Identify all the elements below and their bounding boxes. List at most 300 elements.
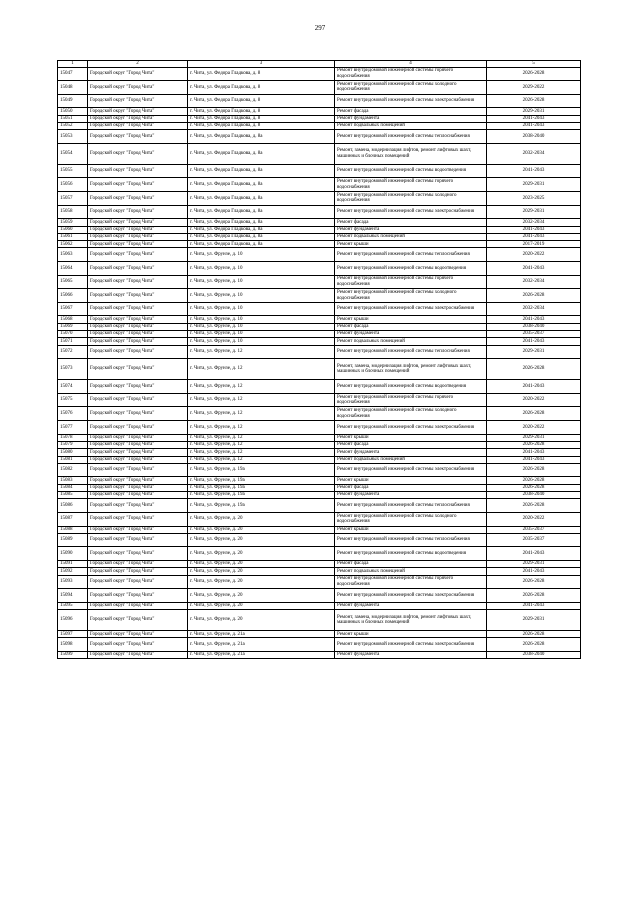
address-cell: г. Чита, ул. Федора Гладкова, д. 8а bbox=[188, 143, 335, 164]
period-cell: 2020-2022 bbox=[487, 248, 581, 262]
column-number: 2 bbox=[88, 61, 188, 68]
work-type-cell: Ремонт фундамента bbox=[335, 330, 487, 337]
address-cell: г. Чита, ул. Фрунзе, д. 10 bbox=[188, 338, 335, 345]
municipality-cell: Городской округ "Город Чита" bbox=[88, 631, 188, 638]
municipality-cell: Городской округ "Город Чита" bbox=[88, 233, 188, 240]
row-number-cell: 15088 bbox=[58, 526, 88, 533]
address-cell: г. Чита, ул. Фрунзе, д. 19а bbox=[188, 499, 335, 513]
period-cell: 2029-2031 bbox=[487, 205, 581, 219]
row-number-cell: 15066 bbox=[58, 289, 88, 303]
work-type-cell: Ремонт подвальных помещений bbox=[335, 338, 487, 345]
municipality-cell: Городской округ "Город Чита" bbox=[88, 241, 188, 248]
work-type-cell: Ремонт внутридомовой инженерной системы электроснабжения bbox=[335, 463, 487, 477]
period-cell: 2035-2037 bbox=[487, 330, 581, 337]
address-cell: г. Чита, ул. Фрунзе, д. 20 bbox=[188, 575, 335, 589]
municipality-cell: Городской округ "Город Чита" bbox=[88, 602, 188, 609]
period-cell: 2038-2040 bbox=[487, 652, 581, 659]
period-cell: 2041-2043 bbox=[487, 380, 581, 394]
table-row bbox=[58, 108, 581, 115]
table-row bbox=[58, 547, 581, 561]
period-cell: 2029-2031 bbox=[487, 560, 581, 567]
row-number-cell: 15067 bbox=[58, 302, 88, 316]
address-cell: г. Чита, ул. Фрунзе, д. 12 bbox=[188, 456, 335, 463]
work-type-cell: Ремонт внутридомовой инженерной системы теплоснабжения bbox=[335, 130, 487, 144]
municipality-cell: Городской округ "Город Чита" bbox=[88, 393, 188, 407]
row-number-cell: 15063 bbox=[58, 248, 88, 262]
address-cell: г. Чита, ул. Федора Гладкова, д. 8а bbox=[188, 192, 335, 206]
municipality-cell: Городской округ "Город Чита" bbox=[88, 143, 188, 164]
row-number-cell: 15057 bbox=[58, 192, 88, 206]
row-number-cell: 15097 bbox=[58, 631, 88, 638]
row-number-cell: 15048 bbox=[58, 81, 88, 95]
row-number-cell: 15047 bbox=[58, 67, 88, 81]
municipality-cell: Городской округ "Город Чита" bbox=[88, 248, 188, 262]
address-cell: г. Чита, ул. Фрунзе, д. 19а bbox=[188, 492, 335, 499]
page-number: 297 bbox=[314, 24, 326, 32]
table-row bbox=[58, 449, 581, 456]
address-cell: г. Чита, ул. Фрунзе, д. 12 bbox=[188, 407, 335, 421]
address-cell: г. Чита, ул. Федора Гладкова, д. 8а bbox=[188, 233, 335, 240]
address-cell: г. Чита, ул. Федора Гладкова, д. 8 bbox=[188, 94, 335, 108]
municipality-cell: Городской округ "Город Чита" bbox=[88, 164, 188, 178]
row-number-cell: 15092 bbox=[58, 568, 88, 575]
address-cell: г. Чита, ул. Фрунзе, д. 20 bbox=[188, 589, 335, 603]
column-number: 3 bbox=[188, 61, 335, 68]
table-row bbox=[58, 610, 581, 631]
municipality-cell: Городской округ "Город Чита" bbox=[88, 359, 188, 380]
work-type-cell: Ремонт фундамента bbox=[335, 492, 487, 499]
period-cell: 2026-2028 bbox=[487, 631, 581, 638]
table-row bbox=[58, 219, 581, 226]
table-row bbox=[58, 568, 581, 575]
table-row bbox=[58, 441, 581, 448]
period-cell: 2032-2034 bbox=[487, 275, 581, 289]
work-type-cell: Ремонт крыши bbox=[335, 241, 487, 248]
table-row bbox=[58, 241, 581, 248]
address-cell: г. Чита, ул. Фрунзе, д. 12 bbox=[188, 380, 335, 394]
period-cell: 2026-2028 bbox=[487, 638, 581, 652]
table-row bbox=[58, 275, 581, 289]
table-row bbox=[58, 330, 581, 337]
period-cell: 2020-2022 bbox=[487, 512, 581, 526]
municipality-cell: Городской округ "Город Чита" bbox=[88, 441, 188, 448]
municipality-cell: Городской округ "Город Чита" bbox=[88, 380, 188, 394]
address-cell: г. Чита, ул. Федора Гладкова, д. 8 bbox=[188, 115, 335, 122]
period-cell: 2041-2043 bbox=[487, 568, 581, 575]
table-row bbox=[58, 477, 581, 484]
period-cell: 2035-2037 bbox=[487, 526, 581, 533]
period-cell: 2041-2043 bbox=[487, 233, 581, 240]
address-cell: г. Чита, ул. Фрунзе, д. 10 bbox=[188, 316, 335, 323]
municipality-cell: Городской округ "Город Чита" bbox=[88, 568, 188, 575]
row-number-cell: 15081 bbox=[58, 456, 88, 463]
table-row bbox=[58, 463, 581, 477]
row-number-cell: 15071 bbox=[58, 338, 88, 345]
period-cell: 2041-2043 bbox=[487, 338, 581, 345]
address-cell: г. Чита, ул. Федора Гладкова, д. 8а bbox=[188, 178, 335, 192]
work-type-cell: Ремонт крыши bbox=[335, 316, 487, 323]
row-number-cell: 15091 bbox=[58, 560, 88, 567]
address-cell: г. Чита, ул. Фрунзе, д. 20 bbox=[188, 526, 335, 533]
municipality-cell: Городской округ "Город Чита" bbox=[88, 205, 188, 219]
row-number-cell: 15082 bbox=[58, 463, 88, 477]
row-number-cell: 15058 bbox=[58, 205, 88, 219]
municipality-cell: Городской округ "Город Чита" bbox=[88, 122, 188, 129]
period-cell: 2029-2031 bbox=[487, 434, 581, 441]
municipality-cell: Городской округ "Город Чита" bbox=[88, 560, 188, 567]
work-type-cell: Ремонт внутридомовой инженерной системы электроснабжения bbox=[335, 205, 487, 219]
municipality-cell: Городской округ "Город Чита" bbox=[88, 226, 188, 233]
address-cell: г. Чита, ул. Фрунзе, д. 12 bbox=[188, 345, 335, 359]
work-type-cell: Ремонт внутридомовой инженерной системы водоотведения bbox=[335, 380, 487, 394]
period-cell: 2029-2022 bbox=[487, 81, 581, 95]
work-type-cell: Ремонт фасада bbox=[335, 441, 487, 448]
municipality-cell: Городской округ "Город Чита" bbox=[88, 463, 188, 477]
period-cell: 2026-2028 bbox=[487, 575, 581, 589]
address-cell: г. Чита, ул. Фрунзе, д. 21а bbox=[188, 652, 335, 659]
table-row bbox=[58, 631, 581, 638]
row-number-cell: 15050 bbox=[58, 108, 88, 115]
address-cell: г. Чита, ул. Федора Гладкова, д. 8а bbox=[188, 130, 335, 144]
address-cell: г. Чита, ул. Федора Гладкова, д. 8 bbox=[188, 108, 335, 115]
table-row bbox=[58, 178, 581, 192]
work-type-cell: Ремонт внутридомовой инженерной системы горячего водоснабжения bbox=[335, 67, 487, 81]
address-cell: г. Чита, ул. Фрунзе, д. 12 bbox=[188, 441, 335, 448]
municipality-cell: Городской округ "Город Чита" bbox=[88, 178, 188, 192]
period-cell: 2041-2043 bbox=[487, 122, 581, 129]
work-type-cell: Ремонт внутридомовой инженерной системы теплоснабжения bbox=[335, 499, 487, 513]
address-cell: г. Чита, ул. Фрунзе, д. 20 bbox=[188, 568, 335, 575]
municipality-cell: Городской округ "Город Чита" bbox=[88, 638, 188, 652]
period-cell: 2026-2028 bbox=[487, 441, 581, 448]
period-cell: 2038-2040 bbox=[487, 323, 581, 330]
row-number-cell: 15060 bbox=[58, 226, 88, 233]
period-cell: 2029-2031 bbox=[487, 345, 581, 359]
table-row bbox=[58, 393, 581, 407]
row-number-cell: 15059 bbox=[58, 219, 88, 226]
address-cell: г. Чита, ул. Федора Гладкова, д. 8 bbox=[188, 67, 335, 81]
municipality-cell: Городской округ "Город Чита" bbox=[88, 219, 188, 226]
table-row bbox=[58, 205, 581, 219]
municipality-cell: Городской округ "Город Чита" bbox=[88, 338, 188, 345]
period-cell: 2026-2028 bbox=[487, 67, 581, 81]
municipality-cell: Городской округ "Город Чита" bbox=[88, 589, 188, 603]
work-type-cell: Ремонт внутридомовой инженерной системы электроснабжения bbox=[335, 589, 487, 603]
work-type-cell: Ремонт фасада bbox=[335, 323, 487, 330]
municipality-cell: Городской округ "Город Чита" bbox=[88, 456, 188, 463]
row-number-cell: 15090 bbox=[58, 547, 88, 561]
address-cell: г. Чита, ул. Федора Гладкова, д. 8а bbox=[188, 241, 335, 248]
period-cell: 2026-2028 bbox=[487, 499, 581, 513]
period-cell: 2026-2028 bbox=[487, 289, 581, 303]
period-cell: 2032-2034 bbox=[487, 302, 581, 316]
table-row bbox=[58, 115, 581, 122]
work-type-cell: Ремонт фундамента bbox=[335, 652, 487, 659]
address-cell: г. Чита, ул. Федора Гладкова, д. 8а bbox=[188, 226, 335, 233]
work-type-cell: Ремонт, замена, модернизация лифтов, ремонт лифтовых шахт, машинных и блочных помещений bbox=[335, 610, 487, 631]
address-cell: г. Чита, ул. Фрунзе, д. 21а bbox=[188, 638, 335, 652]
municipality-cell: Городской округ "Город Чита" bbox=[88, 115, 188, 122]
row-number-cell: 15073 bbox=[58, 359, 88, 380]
municipality-cell: Городской округ "Город Чита" bbox=[88, 275, 188, 289]
table-row bbox=[58, 81, 581, 95]
period-cell: 2041-2043 bbox=[487, 316, 581, 323]
municipality-cell: Городской округ "Город Чита" bbox=[88, 302, 188, 316]
work-type-cell: Ремонт внутридомовой инженерной системы горячего водоснабжения bbox=[335, 575, 487, 589]
work-type-cell: Ремонт внутридомовой инженерной системы электроснабжения bbox=[335, 421, 487, 435]
municipality-cell: Городской округ "Город Чита" bbox=[88, 421, 188, 435]
address-cell: г. Чита, ул. Фрунзе, д. 20 bbox=[188, 533, 335, 547]
work-type-cell: Ремонт фасада bbox=[335, 560, 487, 567]
row-number-cell: 15061 bbox=[58, 233, 88, 240]
work-type-cell: Ремонт внутридомовой инженерной системы водоотведения bbox=[335, 262, 487, 276]
row-number-cell: 15072 bbox=[58, 345, 88, 359]
repair-schedule-table bbox=[57, 60, 581, 659]
municipality-cell: Городской округ "Город Чита" bbox=[88, 192, 188, 206]
address-cell: г. Чита, ул. Фрунзе, д. 12 bbox=[188, 434, 335, 441]
period-cell: 2026-2028 bbox=[487, 484, 581, 491]
period-cell: 2032-2034 bbox=[487, 219, 581, 226]
table-row bbox=[58, 512, 581, 526]
work-type-cell: Ремонт внутридомовой инженерной системы горячего водоснабжения bbox=[335, 178, 487, 192]
table-row bbox=[58, 323, 581, 330]
municipality-cell: Городской округ "Город Чита" bbox=[88, 108, 188, 115]
work-type-cell: Ремонт внутридомовой инженерной системы холодного водоснабжения bbox=[335, 512, 487, 526]
work-type-cell: Ремонт фасада bbox=[335, 108, 487, 115]
work-type-cell: Ремонт внутридомовой инженерной системы теплоснабжения bbox=[335, 248, 487, 262]
work-type-cell: Ремонт внутридомовой инженерной системы холодного водоснабжения bbox=[335, 289, 487, 303]
row-number-cell: 15064 bbox=[58, 262, 88, 276]
table-row bbox=[58, 164, 581, 178]
work-type-cell: Ремонт крыши bbox=[335, 526, 487, 533]
address-cell: г. Чита, ул. Фрунзе, д. 10 bbox=[188, 302, 335, 316]
period-cell: 2023-2025 bbox=[487, 192, 581, 206]
municipality-cell: Городской округ "Город Чита" bbox=[88, 130, 188, 144]
row-number-cell: 15098 bbox=[58, 638, 88, 652]
row-number-cell: 15078 bbox=[58, 434, 88, 441]
table-row bbox=[58, 248, 581, 262]
table-row bbox=[58, 526, 581, 533]
period-cell: 2029-2031 bbox=[487, 108, 581, 115]
work-type-cell: Ремонт подвальных помещений bbox=[335, 233, 487, 240]
row-number-cell: 15074 bbox=[58, 380, 88, 394]
period-cell: 2026-2028 bbox=[487, 94, 581, 108]
period-cell: 2041-2043 bbox=[487, 456, 581, 463]
period-cell: 2041-2043 bbox=[487, 547, 581, 561]
period-cell: 2029-2031 bbox=[487, 610, 581, 631]
period-cell: 2026-2028 bbox=[487, 463, 581, 477]
address-cell: г. Чита, ул. Фрунзе, д. 20 bbox=[188, 602, 335, 609]
row-number-cell: 15096 bbox=[58, 610, 88, 631]
table-row bbox=[58, 192, 581, 206]
table-row bbox=[58, 589, 581, 603]
period-cell: 2017-2019 bbox=[487, 241, 581, 248]
municipality-cell: Городской округ "Город Чита" bbox=[88, 499, 188, 513]
municipality-cell: Городской округ "Город Чита" bbox=[88, 67, 188, 81]
work-type-cell: Ремонт, замена, модернизация лифтов, ремонт лифтовых шахт, машинных и блочных помещений bbox=[335, 359, 487, 380]
municipality-cell: Городской округ "Город Чита" bbox=[88, 94, 188, 108]
table-body bbox=[58, 61, 581, 659]
row-number-cell: 15055 bbox=[58, 164, 88, 178]
table-row bbox=[58, 338, 581, 345]
municipality-cell: Городской округ "Город Чита" bbox=[88, 407, 188, 421]
table-row bbox=[58, 316, 581, 323]
period-cell: 2035-2037 bbox=[487, 533, 581, 547]
table-row bbox=[58, 499, 581, 513]
work-type-cell: Ремонт фундамента bbox=[335, 602, 487, 609]
row-number-cell: 15084 bbox=[58, 484, 88, 491]
period-cell: 2032-2034 bbox=[487, 143, 581, 164]
period-cell: 2026-2028 bbox=[487, 589, 581, 603]
address-cell: г. Чита, ул. Фрунзе, д. 20 bbox=[188, 610, 335, 631]
row-number-cell: 15075 bbox=[58, 393, 88, 407]
work-type-cell: Ремонт внутридомовой инженерной системы холодного водоснабжения bbox=[335, 192, 487, 206]
row-number-cell: 15062 bbox=[58, 241, 88, 248]
municipality-cell: Городской округ "Город Чита" bbox=[88, 610, 188, 631]
period-cell: 2041-2043 bbox=[487, 262, 581, 276]
table-row bbox=[58, 226, 581, 233]
table-row bbox=[58, 407, 581, 421]
municipality-cell: Городской округ "Город Чита" bbox=[88, 316, 188, 323]
row-number-cell: 15076 bbox=[58, 407, 88, 421]
address-cell: г. Чита, ул. Фрунзе, д. 20 bbox=[188, 560, 335, 567]
table-row bbox=[58, 575, 581, 589]
address-cell: г. Чита, ул. Фрунзе, д. 20 bbox=[188, 547, 335, 561]
address-cell: г. Чита, ул. Фрунзе, д. 19а bbox=[188, 484, 335, 491]
table-row bbox=[58, 456, 581, 463]
work-type-cell: Ремонт крыши bbox=[335, 631, 487, 638]
column-number: 4 bbox=[335, 61, 487, 68]
row-number-cell: 15099 bbox=[58, 652, 88, 659]
row-number-cell: 15094 bbox=[58, 589, 88, 603]
row-number-cell: 15070 bbox=[58, 330, 88, 337]
row-number-cell: 15068 bbox=[58, 316, 88, 323]
period-cell: 2038-2040 bbox=[487, 492, 581, 499]
address-cell: г. Чита, ул. Фрунзе, д. 10 bbox=[188, 275, 335, 289]
row-number-cell: 15095 bbox=[58, 602, 88, 609]
period-cell: 2041-2043 bbox=[487, 164, 581, 178]
row-number-cell: 15069 bbox=[58, 323, 88, 330]
municipality-cell: Городской округ "Город Чита" bbox=[88, 434, 188, 441]
row-number-cell: 15054 bbox=[58, 143, 88, 164]
municipality-cell: Городской округ "Город Чита" bbox=[88, 330, 188, 337]
row-number-cell: 15065 bbox=[58, 275, 88, 289]
address-cell: г. Чита, ул. Фрунзе, д. 19а bbox=[188, 463, 335, 477]
address-cell: г. Чита, ул. Фрунзе, д. 21а bbox=[188, 631, 335, 638]
period-cell: 2041-2043 bbox=[487, 602, 581, 609]
work-type-cell: Ремонт, замена, модернизация лифтов, ремонт лифтовых шахт, машинных и блочных помещений bbox=[335, 143, 487, 164]
address-cell: г. Чита, ул. Фрунзе, д. 10 bbox=[188, 330, 335, 337]
municipality-cell: Городской округ "Город Чита" bbox=[88, 345, 188, 359]
row-number-cell: 15086 bbox=[58, 499, 88, 513]
municipality-cell: Городской округ "Город Чита" bbox=[88, 484, 188, 491]
period-cell: 2020-2022 bbox=[487, 421, 581, 435]
period-cell: 2038-2040 bbox=[487, 130, 581, 144]
table-row bbox=[58, 638, 581, 652]
address-cell: г. Чита, ул. Фрунзе, д. 19а bbox=[188, 477, 335, 484]
address-cell: г. Чита, ул. Фрунзе, д. 10 bbox=[188, 323, 335, 330]
work-type-cell: Ремонт подвальных помещений bbox=[335, 456, 487, 463]
table-row bbox=[58, 67, 581, 81]
municipality-cell: Городской округ "Город Чита" bbox=[88, 652, 188, 659]
municipality-cell: Городской округ "Город Чита" bbox=[88, 526, 188, 533]
municipality-cell: Городской округ "Город Чита" bbox=[88, 449, 188, 456]
work-type-cell: Ремонт фасада bbox=[335, 484, 487, 491]
row-number-cell: 15052 bbox=[58, 122, 88, 129]
table-row bbox=[58, 122, 581, 129]
work-type-cell: Ремонт внутридомовой инженерной системы горячего водоснабжения bbox=[335, 393, 487, 407]
period-cell: 2029-2031 bbox=[487, 178, 581, 192]
table-row bbox=[58, 302, 581, 316]
row-number-cell: 15053 bbox=[58, 130, 88, 144]
table-row bbox=[58, 345, 581, 359]
period-cell: 2026-2028 bbox=[487, 359, 581, 380]
municipality-cell: Городской округ "Город Чита" bbox=[88, 575, 188, 589]
municipality-cell: Городской округ "Город Чита" bbox=[88, 492, 188, 499]
municipality-cell: Городской округ "Город Чита" bbox=[88, 262, 188, 276]
address-cell: г. Чита, ул. Фрунзе, д. 10 bbox=[188, 248, 335, 262]
work-type-cell: Ремонт внутридомовой инженерной системы электроснабжения bbox=[335, 302, 487, 316]
address-cell: г. Чита, ул. Фрунзе, д. 12 bbox=[188, 359, 335, 380]
address-cell: г. Чита, ул. Федора Гладкова, д. 8а bbox=[188, 205, 335, 219]
table-row bbox=[58, 533, 581, 547]
municipality-cell: Городской округ "Город Чита" bbox=[88, 289, 188, 303]
municipality-cell: Городской округ "Город Чита" bbox=[88, 512, 188, 526]
table-row bbox=[58, 289, 581, 303]
address-cell: г. Чита, ул. Фрунзе, д. 12 bbox=[188, 449, 335, 456]
work-type-cell: Ремонт внутридомовой инженерной системы холодного водоснабжения bbox=[335, 407, 487, 421]
work-type-cell: Ремонт фундамента bbox=[335, 115, 487, 122]
period-cell: 2020-2022 bbox=[487, 393, 581, 407]
row-number-cell: 15079 bbox=[58, 441, 88, 448]
table-row bbox=[58, 233, 581, 240]
row-number-cell: 15089 bbox=[58, 533, 88, 547]
address-cell: г. Чита, ул. Федора Гладкова, д. 8 bbox=[188, 81, 335, 95]
work-type-cell: Ремонт внутридомовой инженерной системы водоотведения bbox=[335, 547, 487, 561]
address-cell: г. Чита, ул. Фрунзе, д. 12 bbox=[188, 393, 335, 407]
address-cell: г. Чита, ул. Федора Гладкова, д. 8а bbox=[188, 219, 335, 226]
work-type-cell: Ремонт внутридомовой инженерной системы водоотведения bbox=[335, 164, 487, 178]
row-number-cell: 15085 bbox=[58, 492, 88, 499]
period-cell: 2041-2043 bbox=[487, 226, 581, 233]
period-cell: 2026-2028 bbox=[487, 477, 581, 484]
work-type-cell: Ремонт внутридомовой инженерной системы холодного водоснабжения bbox=[335, 81, 487, 95]
work-type-cell: Ремонт фундамента bbox=[335, 226, 487, 233]
row-number-cell: 15051 bbox=[58, 115, 88, 122]
work-type-cell: Ремонт подвальных помещений bbox=[335, 568, 487, 575]
table-row bbox=[58, 434, 581, 441]
period-cell: 2041-2043 bbox=[487, 115, 581, 122]
row-number-cell: 15093 bbox=[58, 575, 88, 589]
table-row bbox=[58, 421, 581, 435]
table-row bbox=[58, 143, 581, 164]
table-row bbox=[58, 359, 581, 380]
municipality-cell: Городской округ "Город Чита" bbox=[88, 323, 188, 330]
row-number-cell: 15049 bbox=[58, 94, 88, 108]
municipality-cell: Городской округ "Город Чита" bbox=[88, 533, 188, 547]
period-cell: 2041-2043 bbox=[487, 449, 581, 456]
work-type-cell: Ремонт крыши bbox=[335, 434, 487, 441]
address-cell: г. Чита, ул. Фрунзе, д. 10 bbox=[188, 289, 335, 303]
work-type-cell: Ремонт внутридомовой инженерной системы электроснабжения bbox=[335, 638, 487, 652]
address-cell: г. Чита, ул. Федора Гладкова, д. 8 bbox=[188, 122, 335, 129]
table-row bbox=[58, 492, 581, 499]
column-number: 1 bbox=[58, 61, 88, 68]
municipality-cell: Городской округ "Город Чита" bbox=[88, 547, 188, 561]
work-type-cell: Ремонт крыши bbox=[335, 477, 487, 484]
work-type-cell: Ремонт внутридомовой инженерной системы электроснабжения bbox=[335, 94, 487, 108]
table-row bbox=[58, 484, 581, 491]
